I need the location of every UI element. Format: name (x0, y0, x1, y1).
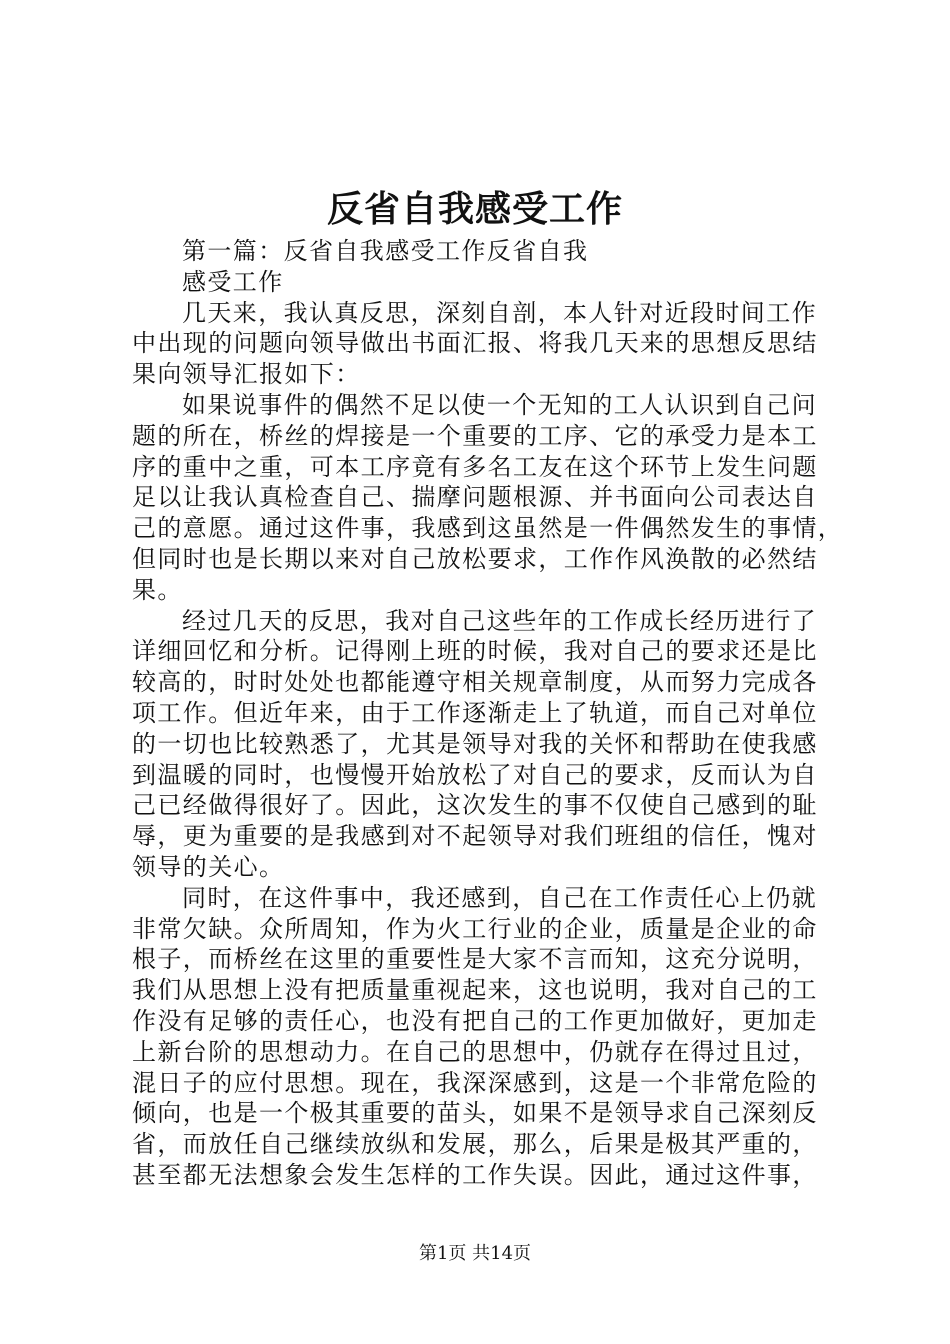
body-line: 我们从思想上没有把质量重视起来，这也说明，我对自己的工 (132, 976, 818, 1005)
body-line: 甚至都无法想象会发生怎样的工作失误。因此，通过这件事， (132, 1160, 818, 1189)
body-line: 较高的，时时处处也都能遵守相关规章制度，从而努力完成各 (132, 668, 818, 697)
body-line: 混日子的应付思想。现在，我深深感到，这是一个非常危险的 (132, 1068, 818, 1097)
body-line: 第一篇：反省自我感受工作反省自我 (182, 237, 589, 265)
body-line: 非常欠缺。众所周知，作为火工行业的企业，质量是企业的命 (132, 914, 818, 943)
body-line: 领导的关心。 (132, 852, 285, 881)
body-line: 同时，在这件事中，我还感到，自己在工作责任心上仍就 (182, 883, 817, 912)
page-footer: 第1页 共14页 (418, 1243, 532, 1264)
body-line: 的一切也比较熟悉了，尤其是领导对我的关怀和帮助在使我感 (132, 729, 818, 758)
body-line: 序的重中之重，可本工序竟有多名工友在这个环节上发生问题 (132, 452, 818, 481)
body-line: 果。 (132, 575, 183, 604)
body-line: 项工作。但近年来，由于工作逐渐走上了轨道，而自己对单位 (132, 698, 818, 727)
body-line: 上新台阶的思想动力。在自己的思想中，仍就存在得过且过， (132, 1037, 818, 1066)
body-line: 到温暖的同时，也慢慢开始放松了对自己的要求，反而认为自 (132, 760, 818, 789)
body-line: 省，而放任自己继续放纵和发展，那么，后果是极其严重的， (132, 1130, 818, 1159)
body-line: 作没有足够的责任心，也没有把自己的工作更加做好，更加走 (132, 1006, 818, 1035)
body-line: 足以让我认真检查自己、揣摩问题根源、并书面向公司表达自 (132, 483, 818, 512)
body-line: 己已经做得很好了。因此，这次发生的事不仅使自己感到的耻 (132, 791, 818, 820)
body-line: 感受工作 (182, 267, 284, 296)
body-line: 题的所在，桥丝的焊接是一个重要的工序、它的承受力是本工 (132, 421, 818, 450)
body-line: 根子，而桥丝在这里的重要性是大家不言而知，这充分说明， (132, 945, 818, 974)
body-line: 几天来，我认真反思，深刻自剖，本人针对近段时间工作 (182, 298, 817, 327)
document-body (132, 236, 844, 1191)
body-line: 中出现的问题向领导做出书面汇报、将我几天来的思想反思结 (132, 329, 818, 358)
body-line: 但同时也是长期以来对自己放松要求，工作作风涣散的必然结 (132, 544, 818, 573)
body-line: 辱，更为重要的是我感到对不起领导对我们班组的信任，愧对 (132, 822, 818, 851)
body-line: 己的意愿。通过这件事，我感到这虽然是一件偶然发生的事情， (132, 514, 844, 543)
body-line: 如果说事件的偶然不足以使一个无知的工人认识到自己问 (182, 390, 817, 419)
body-line: 经过几天的反思，我对自己这些年的工作成长经历进行了 (182, 606, 817, 635)
body-line: 详细回忆和分析。记得刚上班的时候，我对自己的要求还是比 (132, 637, 818, 666)
document-title: 反省自我感受工作 (326, 188, 623, 230)
body-line: 果向领导汇报如下： (132, 360, 361, 389)
body-line: 倾向，也是一个极其重要的苗头，如果不是领导求自己深刻反 (132, 1099, 818, 1128)
